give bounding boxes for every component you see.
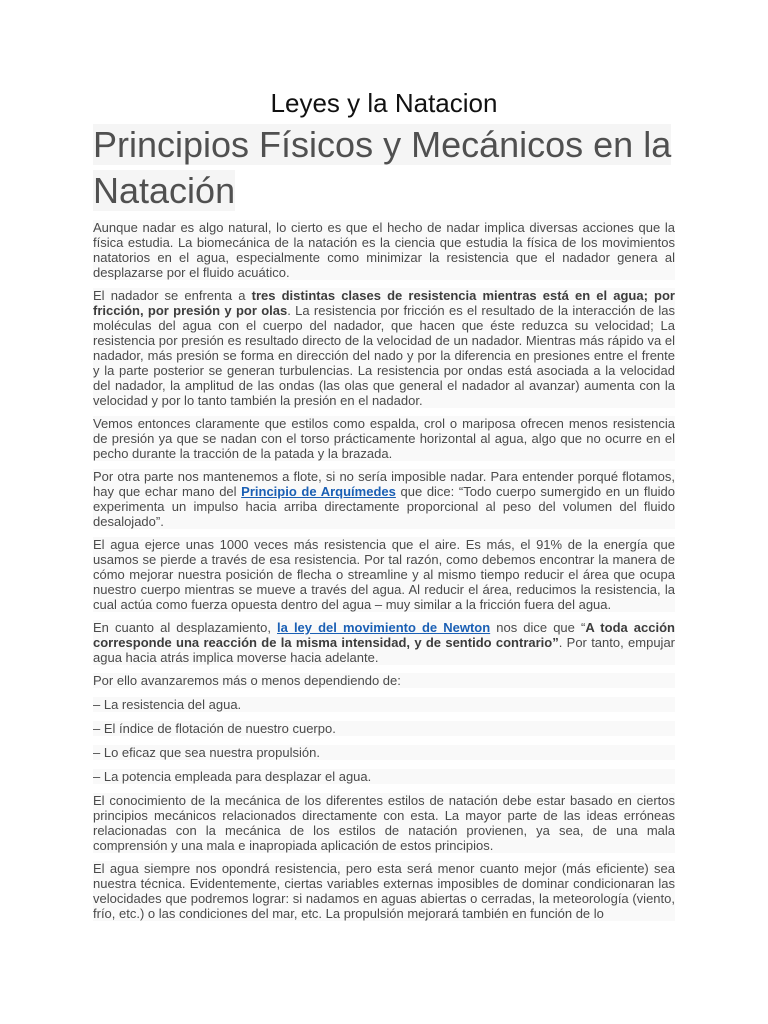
document-title: Leyes y la Natacion bbox=[270, 88, 498, 118]
paragraph-newton-rest: . Por tanto, empujar agua hacia atrás implica moverse hacia adelante. bbox=[93, 635, 676, 665]
paragraph-resistance bbox=[93, 288, 675, 408]
paragraph-flotation-lead: Por otra parte nos mantenemos a flote, si no sería imposible nadar. Para entender porqué flotamos, hay que echar mano del bbox=[93, 469, 675, 499]
paragraph-intro: Aunque nadar es algo natural, lo cierto es que el hecho de nadar implica diversas acciones que la física estudia. La biomecánica de la natación es la ciencia que estudia la física de los movimientos natatorios en el agua, especialmente como minimizar la resistencia que el nadador genera al desplazarse por el fluido acuático. bbox=[93, 220, 675, 280]
paragraph-flotation-rest: que dice: “Todo cuerpo sumergido en un fluido experimenta un impulso hacia arriba directamente proporcional al peso del volumen del fluido desalojado”. bbox=[93, 484, 675, 529]
article-heading-wrap bbox=[93, 122, 675, 214]
paragraph-factors-intro: Por ello avanzaremos más o menos dependiendo de: bbox=[93, 673, 675, 688]
archimedes-link[interactable]: Principio de Arquímedes bbox=[241, 484, 396, 499]
paragraph-newton-mid: nos dice que “ bbox=[490, 620, 586, 635]
article-heading: Principios Físicos y Mecánicos en la Natación bbox=[93, 124, 672, 211]
paragraph-mechanics: El conocimiento de la mecánica de los diferentes estilos de natación debe estar basado en ciertos principios mecánicos relacionados directamente con esta. La mayor parte de las ideas erróneas relacionadas con la mecánica de los estilos de natación provienen, ya sea, de una mala comprensión y una mala e inapropiada aplicación de estos principios. bbox=[93, 793, 675, 853]
paragraph-newton-quote: A toda acción corresponde una reacción de la misma intensidad, y de sentido contrario” bbox=[93, 620, 675, 650]
newton-law-link[interactable]: la ley del movimiento de Newton bbox=[277, 620, 491, 635]
paragraph-resistance-lead: El nadador se enfrenta a bbox=[93, 288, 252, 303]
list-item: – La resistencia del agua. bbox=[93, 697, 675, 712]
list-item: – La potencia empleada para desplazar el agua. bbox=[93, 769, 675, 784]
paragraph-newton bbox=[93, 620, 675, 665]
paragraph-resistance-rest: . La resistencia por fricción es el resultado de la interacción de las moléculas del agua con el cuerpo del nadador, que hacen que éste reduzca su velocidad; La resistencia por presión es resultado directo de la velocidad de un nadador. Mientras más rápido va el nadador, más presión se forma en dirección del nado y por la diferencia en presiones entre el frente y la parte posterior se generan turbulencias. La resistencia por ondas está asociada a la velocidad del nadador, la amplitud de las ondas (las olas que general el nadador al avanzar) aumenta con la velocidad y por lo tanto también la presión en el nadador. bbox=[93, 303, 676, 408]
article-body bbox=[93, 122, 675, 929]
list-item: – El índice de flotación de nuestro cuerpo. bbox=[93, 721, 675, 736]
paragraph-flotation bbox=[93, 469, 675, 529]
paragraph-technique: El agua siempre nos opondrá resistencia, pero esta será menor cuanto mejor (más eficiente) sea nuestra técnica. Evidentemente, ciertas variables externas imposibles de dominar condicionaran las velocidades que podremos lograr: si nadamos en aguas abiertas o cerradas, la meteorología (viento, frío, etc.) o las condiciones del mar, etc. La propulsión mejorará también en función de lo bbox=[93, 861, 675, 921]
list-item: – Lo eficaz que sea nuestra propulsión. bbox=[93, 745, 675, 760]
paragraph-water-resistance: El agua ejerce unas 1000 veces más resistencia que el aire. Es más, el 91% de la energía que usamos se pierde a través de esa resistencia. Por tal razón, como debemos encontrar la manera de cómo mejorar nuestra posición de flecha o streamline y al mismo tiempo reducir el área que ocupa nuestro cuerpo mientras se mueve a través del agua. Al reducir el área, reducimos la resistencia, la cual actúa como fuerza opuesta dentro del agua – muy similar a la fricción fuera del agua. bbox=[93, 537, 675, 612]
paragraph-newton-lead: En cuanto al desplazamiento, bbox=[93, 620, 278, 635]
paragraph-resistance-bold: tres distintas clases de resistencia mientras está en el agua; por fricción, por presión y por olas bbox=[93, 288, 675, 318]
paragraph-styles: Vemos entonces claramente que estilos como espalda, crol o mariposa ofrecen menos resistencia de presión ya que se nadan con el torso prácticamente horizontal al agua, algo que no ocurre en el pecho durante la tracción de la patada y la brazada. bbox=[93, 416, 675, 461]
